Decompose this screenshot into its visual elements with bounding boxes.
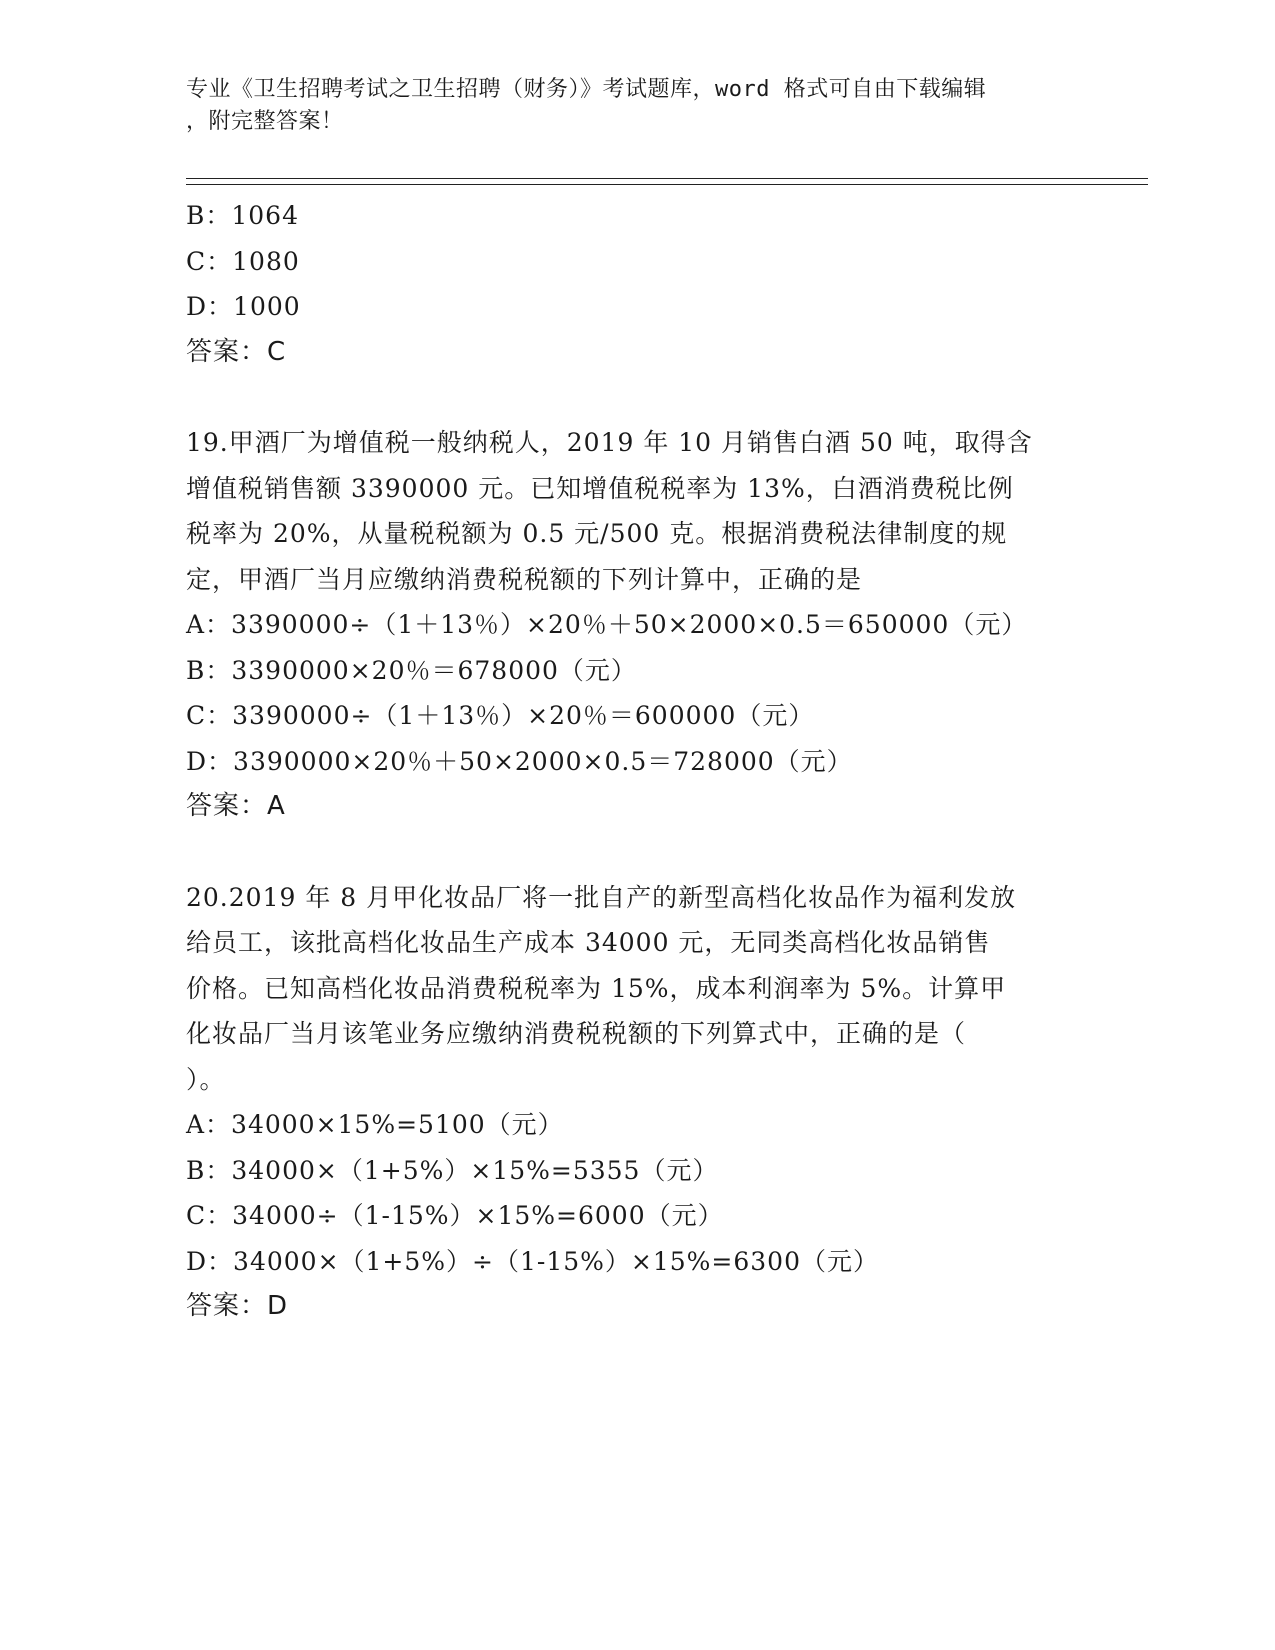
question-stem-line: 价格。已知高档化妆品消费税税率为 15%，成本利润率为 5%。计算甲 [186,973,1007,1003]
spacer [186,830,1086,875]
question-18-tail [186,193,1086,375]
question-stem-line: 定，甲酒厂当月应缴纳消费税税额的下列计算中，正确的是 [186,564,863,594]
question-19 [186,420,1086,830]
option-c: C：34000÷（1-15%）×15%=6000（元） [186,1201,724,1230]
option-a: A：3390000÷（1＋13％）×20％＋50×2000×0.5＝650000（元） [186,610,1028,639]
option-d: D：1000 [186,292,301,321]
option-b: B：34000×（1+5%）×15%=5355（元） [186,1155,719,1185]
option-c: C：1080 [186,246,300,276]
header-line-1: 专业《卫生招聘考试之卫生招聘（财务）》考试题库，word 格式可自由下载编辑 [186,77,987,102]
question-20 [186,875,1086,1330]
question-stem-line: ）。 [186,1064,226,1094]
header-divider-top [186,178,1148,179]
answer-line: 答案：C [186,336,287,367]
option-b: B：3390000×20％＝678000（元） [186,655,637,685]
question-stem-line: 税率为 20%，从量税税额为 0.5 元/500 克。根据消费税法律制度的规 [186,519,1008,548]
document-body [186,193,1086,1330]
option-c: C：3390000÷（1＋13％）×20％＝600000（元） [186,701,815,730]
answer-line: 答案：D [186,1291,289,1321]
option-d: D：34000×（1+5%）÷（1-15%）×15%=6300（元） [186,1246,879,1276]
spacer [186,375,1086,420]
question-stem-line: 19.甲酒厂为增值税一般纳税人，2019 年 10 月销售白酒 50 吨，取得含 [186,428,1033,457]
question-stem-line: 增值税销售额 3390000 元。已知增值税税率为 13%，白酒消费税比例 [186,473,1014,503]
answer-line: 答案：A [186,791,286,821]
option-a: A：34000×15%=5100（元） [186,1110,564,1139]
option-d: D：3390000×20％＋50×2000×0.5＝728000（元） [186,746,853,776]
document-header [186,74,1066,138]
question-stem-line: 化妆品厂当月该笔业务应缴纳消费税税额的下列算式中，正确的是（ [186,1019,967,1048]
question-stem-line: 给员工，该批高档化妆品生产成本 34000 元，无同类高档化妆品销售 [186,928,991,957]
question-stem-line: 20.2019 年 8 月甲化妆品厂将一批自产的新型高档化妆品作为福利发放 [186,882,1017,912]
option-b: B：1064 [186,201,299,230]
header-divider-bottom [186,184,1148,185]
header-line-2: ，附完整答案！ [186,109,344,134]
